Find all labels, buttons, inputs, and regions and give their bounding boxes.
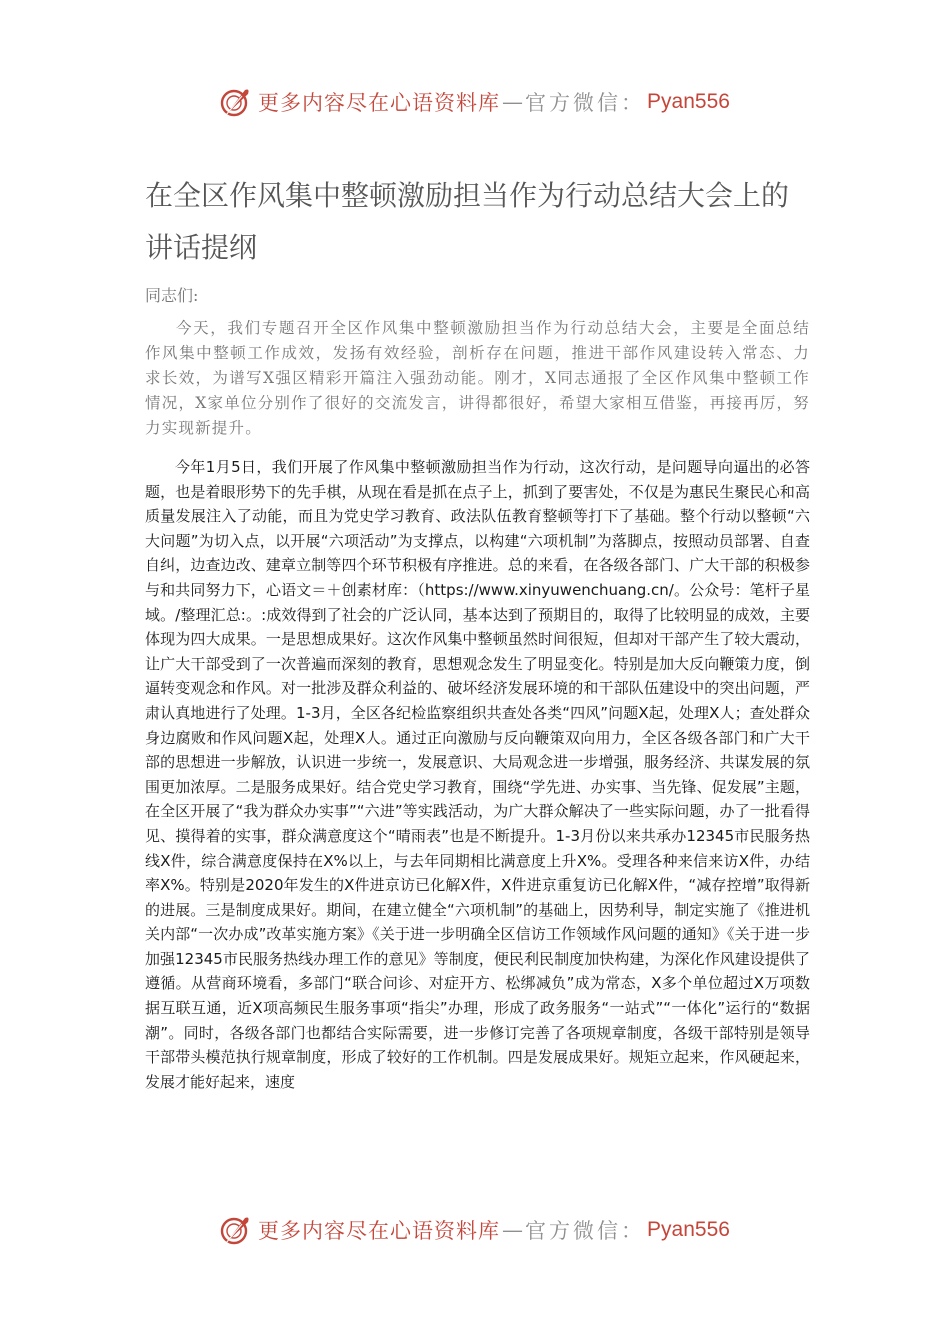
document-title: 在全区作风集中整顿激励担当作为行动总结大会上的讲话提纲 bbox=[145, 179, 790, 264]
footer-separator: — bbox=[502, 1218, 524, 1242]
footer-banner bbox=[0, 1208, 950, 1252]
footer-brand-text: 更多内容尽在心语资料库 bbox=[258, 1219, 501, 1243]
header-wechat-handle: Pyan556 bbox=[647, 90, 730, 113]
quill-logo-icon bbox=[220, 1214, 252, 1246]
intro-paragraph: 今天，我们专题召开全区作风集中整顿激励担当作为行动总结大会，主要是全面总结作风集中整顿工作成效，发扬有效经验，剖析存在问题，推进干部作风建设转入常态、力求长效，为谱写X强区精彩开篇注入强劲动能。刚才，X同志通报了全区作风集中整顿工作情况，X家单位分别作了很好的交流发言，讲得都很好，希望大家相互借鉴，再接再厉，努力实现新提升。 bbox=[145, 319, 810, 437]
footer-wechat-handle: Pyan556 bbox=[647, 1218, 730, 1241]
quill-logo-icon bbox=[220, 86, 252, 118]
salutation: 同志们: bbox=[145, 286, 199, 305]
body-paragraph: 今年1月5日，我们开展了作风集中整顿激励担当作为行动，这次行动，是问题导向逼出的必答题，也是着眼形势下的先手棋，从现在看是抓在点子上，抓到了要害处，不仅是为惠民生聚民心和高质量发展注入了动能，而且为党史学习教育、政法队伍教育整顿等打下了基础。整个行动以整顿“六大问题”为切入点，以开展“六项活动”为支撑点，以构建“六项机制”为落脚点，按照动员部署、自查自纠，边查边改、建章立制等四个环节积极有序推进。总的来看，在各级各部门、广大干部的积极参与和共同努力下，心语文＝＋创素材库：（https://www.xinyuwenchuang.cn/。公众号：笔杆子星域。/整理汇总:。:成效得到了社会的广泛认同，基本达到了预期目的，取得了比较明显的成效，主要体现为四大成果。一是思想成果好。这次作风集中整顿虽然时间很短，但却对干部产生了较大震动，让广大干部受到了一次普遍而深刻的教育，思想观念发生了明显变化。特别是加大反向鞭策力度，倒逼转变观念和作风。对一批涉及群众利益的、破坏经济发展环境的和干部队伍建设中的突出问题，严肃认真地进行了处理。1-3月，全区各纪检监察组织共查处各类“四风”问题X起，处理X人；查处群众身边腐败和作风问题X起，处理X人。通过正向激励与反向鞭策双向用力，全区各级各部门和广大干部的思想进一步解放，认识进一步统一，发展意识、大局观念进一步增强，服务经济、共谋发展的氛围更加浓厚。二是服务成果好。结合党史学习教育，围绕“学先进、办实事、当先锋、促发展”主题，在全区开展了“我为群众办实事”“六进”等实践活动，为广大群众解决了一些实际问题，办了一批看得见、摸得着的实事，群众满意度这个“晴雨表”也是不断提升。1-3月份以来共承办12345市民服务热线X件，综合满意度保持在X%以上，与去年同期相比满意度上升X%。受理各种来信来访X件，办结率X%。特别是2020年发生的X件进京访已化解X件，X件进京重复访已化解X件，“减存控增”取得新的进展。三是制度成果好。期间，在建立健全“六项机制”的基础上，因势利导，制定实施了《推进机关内部“一次办成”改革实施方案》《关于进一步明确全区信访工作领域作风问题的通知》《关于进一步加强12345市民服务热线办理工作的意见》等制度，便民利民制度加快构建，为深化作风建设提供了遵循。从营商环境看，多部门“联合问诊、对症开方、松绑减负”成为常态，X多个单位超过X万项数据互联互通，近X项高频民生服务事项“指尖”办理，形成了政务服务“一站式”“一体化”运行的“数据潮”。同时，各级各部门也都结合实际需要，进一步修订完善了各项规章制度，各级干部特别是领导干部带头模范执行规章制度，形成了较好的工作机制。四是发展成果好。规矩立起来，作风硬起来，发展才能好起来，速度 bbox=[145, 458, 810, 1091]
header-wechat-label: 官方微信： bbox=[525, 91, 646, 115]
header-brand-text: 更多内容尽在心语资料库 bbox=[258, 91, 501, 115]
header-banner bbox=[0, 80, 950, 124]
header-separator: — bbox=[502, 90, 524, 114]
footer-wechat-label: 官方微信： bbox=[525, 1219, 646, 1243]
